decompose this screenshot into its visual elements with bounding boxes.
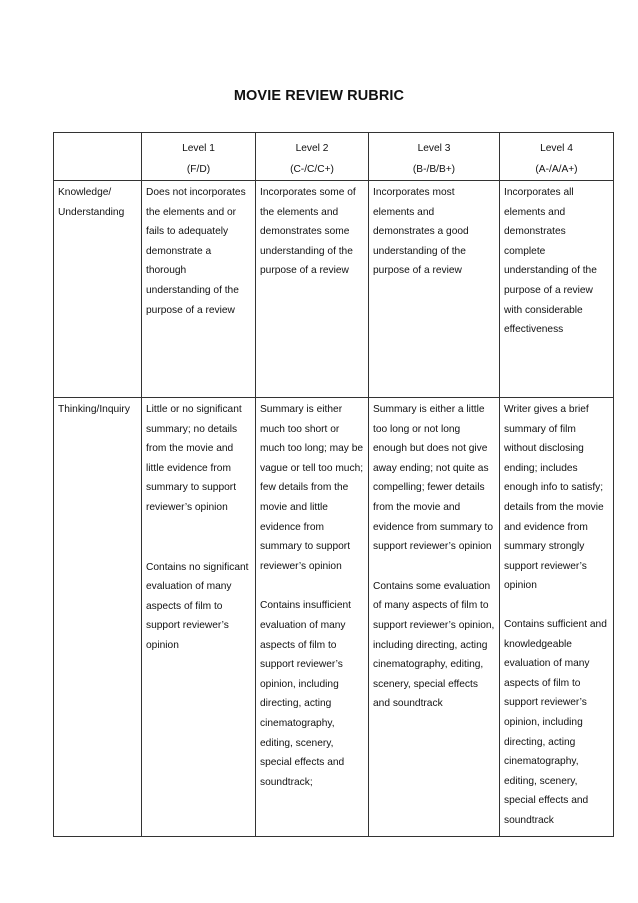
grade-label: (B-/B/B+) [412,164,456,175]
criteria-cell: Incorporates some of the elements and demonstrates some understanding of the purpose of a review [256,181,369,398]
criteria-cell: Incorporates all elements and demonstrates complete understanding of the purpose of a review with considerable effectiveness [500,181,614,398]
grade-label: (A-/A/A+) [535,164,578,175]
header-row [54,133,614,181]
evaluation-criteria: Contains sufficient and knowledgeable evaluation of many aspects of film to support reviewer’s opinion, including directing, acting cinematography, editing, scenery, special effects and soundtrack [504,618,607,826]
evaluation-criteria: Contains insufficient evaluation of many aspects of film to support reviewer’s opinion, including directing, acting cinematography, editing, scenery, special effects and soundtrack; [260,600,351,788]
header-level-4 [500,133,614,181]
header-level-2 [256,133,369,181]
header-empty-cell [54,133,142,181]
level-label: Level 4 [540,143,573,154]
summary-criteria: Little or no significant summary; no details from the movie and little evidence from summary to support reviewer’s opinion [146,404,242,513]
criteria-cell [142,398,256,837]
table-row [54,181,614,398]
level-label: Level 2 [295,143,329,154]
criteria-cell [256,398,369,837]
category-cell: Knowledge/ Understanding [54,181,142,398]
table-row [54,398,614,837]
grade-label: (F/D) [186,164,211,175]
header-level-1 [142,133,256,181]
summary-criteria: Writer gives a brief summary of film without disclosing ending; includes enough info to satisfy; details from the movie and evidence from summary strongly support reviewer’s opinion [504,404,604,592]
grade-label: (C-/C/C+) [290,164,334,175]
category-cell: Thinking/Inquiry [54,398,142,837]
criteria-cell [500,398,614,837]
criteria-cell: Incorporates most elements and demonstrates a good understanding of the purpose of a review [369,181,500,398]
criteria-cell: Does not incorporates the elements and or fails to adequately demonstrate a thorough understanding of the purpose of a review [142,181,256,398]
level-label: Level 3 [417,143,451,154]
page-title: MOVIE REVIEW RUBRIC [233,88,405,104]
criteria-cell [369,398,500,837]
evaluation-criteria: Contains some evaluation of many aspects of film to support reviewer’s opinion, including directing, acting cinematography, editing, scenery, special effects and soundtrack [373,580,495,710]
summary-criteria: Summary is either a little too long or not long enough but does not give away ending; not quite as compelling; fewer details from the movie and evidence from summary to support reviewer’s opinion [373,404,494,553]
summary-criteria: Summary is either much too short or much too long; may be vague or tell too much; few details from the movie and little evidence from summary to support reviewer’s opinion [260,404,364,572]
evaluation-criteria: Contains no significant evaluation of many aspects of film to support reviewer’s opinion [146,561,249,651]
header-level-3 [369,133,500,181]
rubric-table [53,132,614,837]
level-label: Level 1 [182,143,215,154]
